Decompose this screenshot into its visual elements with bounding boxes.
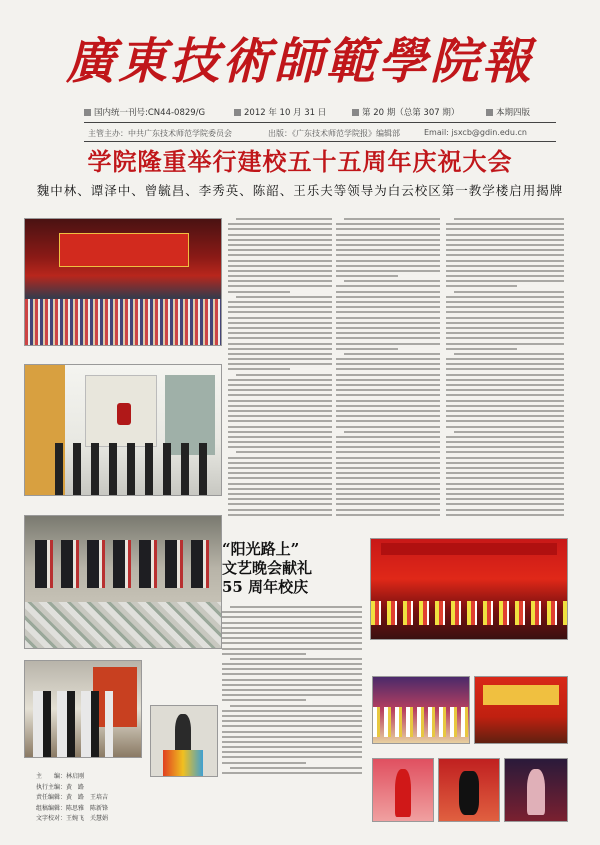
scale-model — [25, 602, 221, 648]
gala-headline-line-2: 文艺晚会献礼 — [222, 559, 313, 577]
main-headline: 学院隆重举行建校五十五周年庆祝大会 — [87, 148, 513, 176]
bullet-square-icon — [234, 109, 241, 116]
divider — [84, 141, 556, 142]
visitors — [33, 691, 113, 757]
date-label: 2012 年 10 月 31 日 — [234, 106, 326, 118]
dancer-figure — [175, 714, 191, 754]
photo-ceremony — [24, 218, 222, 346]
stage-top-banner — [381, 543, 557, 555]
article-text-col-2 — [336, 218, 440, 518]
gala-headline-line-3: 55 周年校庆 — [222, 578, 309, 596]
photo-gala-stage — [370, 538, 568, 640]
bullet-square-icon — [84, 109, 91, 116]
pages-label: 本期四版 — [486, 106, 530, 118]
gala-headline — [222, 540, 362, 597]
photo-exhibition — [24, 660, 142, 758]
credit-line: 主 编：林启刚 — [36, 773, 85, 780]
email-label: Email: jsxcb@gdin.edu.cn — [424, 128, 527, 137]
divider — [84, 122, 556, 123]
bullet-square-icon — [352, 109, 359, 116]
bullet-square-icon — [486, 109, 493, 116]
article-text-col-1 — [228, 218, 332, 518]
photo-gala-chorus — [372, 676, 470, 744]
audience — [25, 299, 221, 345]
officials — [55, 443, 215, 495]
photo-singer — [372, 758, 434, 822]
article-text-col-3 — [446, 218, 564, 518]
editorial-credits — [36, 772, 186, 825]
photo-dance — [504, 758, 568, 822]
credit-line: 执行主编：黄 路 — [36, 783, 85, 791]
singer-figure — [395, 769, 411, 817]
performer-figure — [459, 771, 479, 815]
gala-banner — [483, 685, 559, 705]
credit-line: 责任编辑：黄 路 王培吉 — [36, 794, 109, 801]
photo-campus-model — [24, 515, 222, 649]
photo-unveiling — [24, 364, 222, 496]
photo-gala-banner — [474, 676, 568, 744]
issue-label: 第 20 期（总第 307 期） — [352, 106, 459, 118]
credit-line: 组稿编辑：陈思雅 陈新锋 — [36, 804, 109, 812]
chorus-singers — [373, 707, 469, 737]
performers — [371, 601, 567, 625]
visitors — [35, 540, 215, 588]
main-subheadline: 魏中林、谭泽中、曾毓昌、李秀英、陈韶、王乐夫等领导为白云校区第一教学楼启用揭牌 — [36, 183, 564, 198]
issn-label: 国内统一刊号:CN44-0829/G — [84, 106, 205, 118]
photo-martial-arts — [438, 758, 500, 822]
editor-label: 出版：《广东技术师范学院报》编辑部 — [268, 129, 400, 138]
info-bar — [84, 106, 556, 120]
stage-banner — [59, 233, 189, 267]
credit-line: 文字校对：王婉飞 关慧娟 — [36, 815, 109, 822]
dancer-figure — [527, 769, 545, 815]
photo-dancer — [150, 705, 218, 777]
gala-text — [222, 606, 362, 774]
publisher-bar — [88, 128, 556, 140]
masthead-title: 廣東技術師範學院報 — [65, 32, 534, 90]
sponsor-label: 主管主办：中共广东技术师范学院委员会 — [88, 129, 232, 138]
red-ribbon — [117, 403, 131, 425]
gala-headline-line-1: “阳光路上” — [222, 540, 300, 558]
